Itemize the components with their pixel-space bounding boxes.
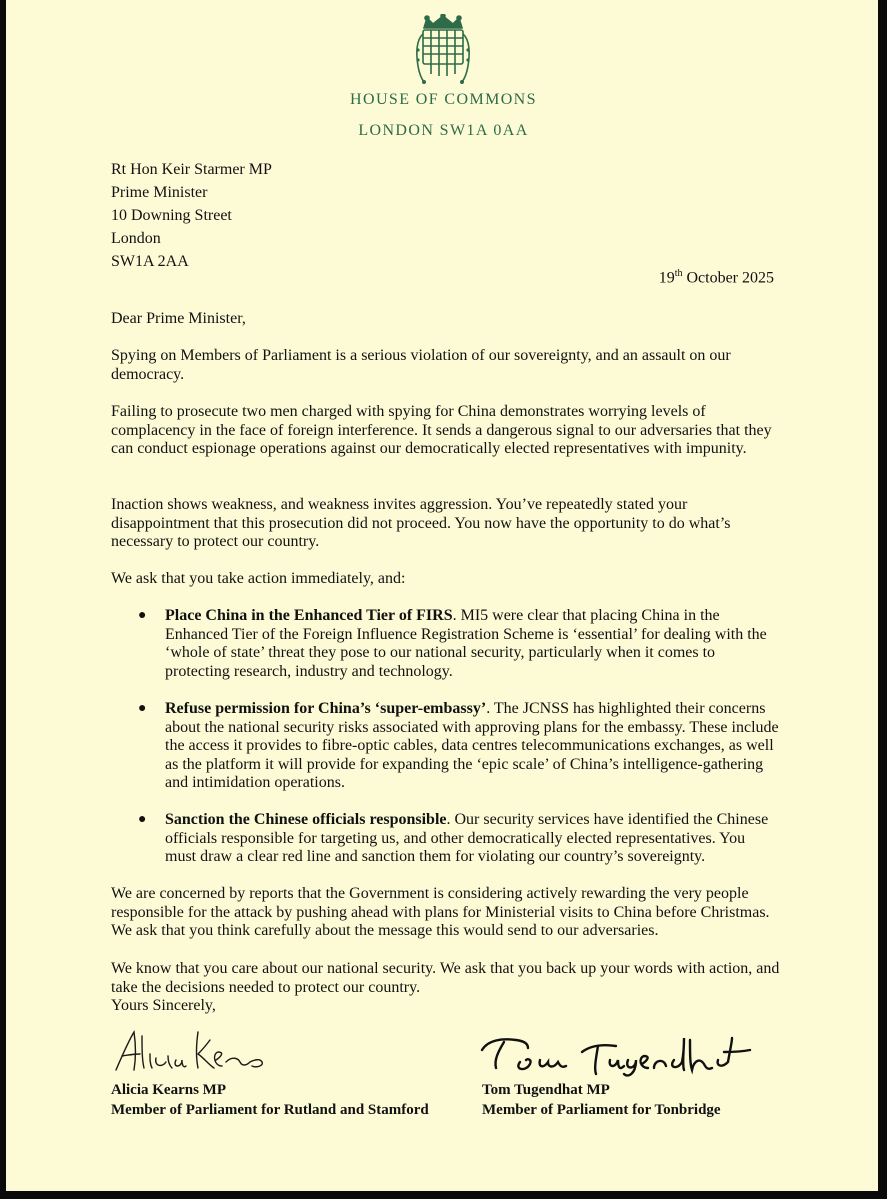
recipient-street: 10 Downing Street (111, 207, 232, 224)
bullet-dot-icon: ● (138, 608, 147, 623)
letterhead-address: LONDON SW1A 0AA (358, 122, 529, 139)
paragraph-3: Inaction shows weakness, and weakness invites aggression. You’ve repeatedly stated your disappointment that this prosecution did not proceed. You now have the opportunity to do what’s necessary to protect our country. (111, 496, 731, 551)
paragraph-2: Failing to prosecute two men charged with spying for China demonstrates worrying levels of complacency in the face of foreign interference. It sends a dangerous signal to our adversaries that they can conduct espionage operations against our democratically elected representatives with impunity. (111, 403, 772, 458)
photo-border-left (0, 0, 6, 1199)
paragraph-4: We ask that you take action immediately, and: (111, 570, 406, 587)
recipient-name: Rt Hon Keir Starmer MP (111, 161, 272, 178)
signature-alicia-kearns (112, 1026, 272, 1074)
recipient-postcode: SW1A 2AA (111, 253, 189, 270)
salutation: Dear Prime Minister, (111, 310, 246, 327)
recipient-title: Prime Minister (111, 184, 208, 201)
bullet-dot-icon: ● (138, 812, 147, 827)
paragraph-5: We are concerned by reports that the Government is considering actively rewarding the very people responsible for the attack by pushing ahead with plans for Ministerial visits to China before Christmas. We ask that you think carefully about the message this would send to our adversaries. (111, 885, 770, 940)
letterhead-institution: HOUSE OF COMMONS (350, 91, 537, 108)
signatory-1-name: Alicia Kearns MP (111, 1082, 226, 1098)
paragraph-1: Spying on Members of Parliament is a serious violation of our sovereignty, and an assault on our democracy. (111, 347, 731, 383)
signatory-1-role: Member of Parliament for Rutland and Stamford (111, 1102, 429, 1118)
photo-border-right (878, 0, 887, 1199)
bullet-dot-icon: ● (138, 701, 147, 716)
recipient-city: London (111, 230, 161, 247)
bullet-item-1: Place China in the Enhanced Tier of FIRS. MI5 were clear that placing China in the Enhanced Tier of the Foreign Influence Registration Scheme is ‘essential’ for dealing with the ‘whole of state’ threat they pose to our national security, particularly when it comes to protecting research, industry and technology. (165, 607, 767, 680)
signature-tom-tugendhat (478, 1030, 758, 1078)
letter-date: 19th October 2025 (658, 268, 774, 287)
closing: Yours Sincerely, (111, 997, 216, 1014)
paragraph-6: We know that you care about our national security. We ask that you back up your words with action, and take the decisions needed to protect our country. (111, 960, 780, 996)
portcullis-crest-icon (412, 14, 474, 86)
bullet-item-3: Sanction the Chinese officials responsible. Our security services have identified the Chinese officials responsible for targeting us, and other democratically elected representatives. You must draw a clear red line and sanction them for violating our country’s sovereignty. (165, 811, 769, 866)
photo-border-bottom (0, 1191, 887, 1199)
signatory-2-name: Tom Tugendhat MP (482, 1082, 610, 1098)
bullet-item-2: Refuse permission for China’s ‘super-embassy’. The JCNSS has highlighted their concerns about the national security risks associated with approving plans for the embassy. These include the access it provides to fibre-optic cables, data centres telecommunications exchanges, as well as the platform it will provide for expanding the ‘epic scale’ of China’s intelligence-gathering and intimidation operations. (165, 700, 779, 792)
signatory-2-role: Member of Parliament for Tonbridge (482, 1102, 721, 1118)
